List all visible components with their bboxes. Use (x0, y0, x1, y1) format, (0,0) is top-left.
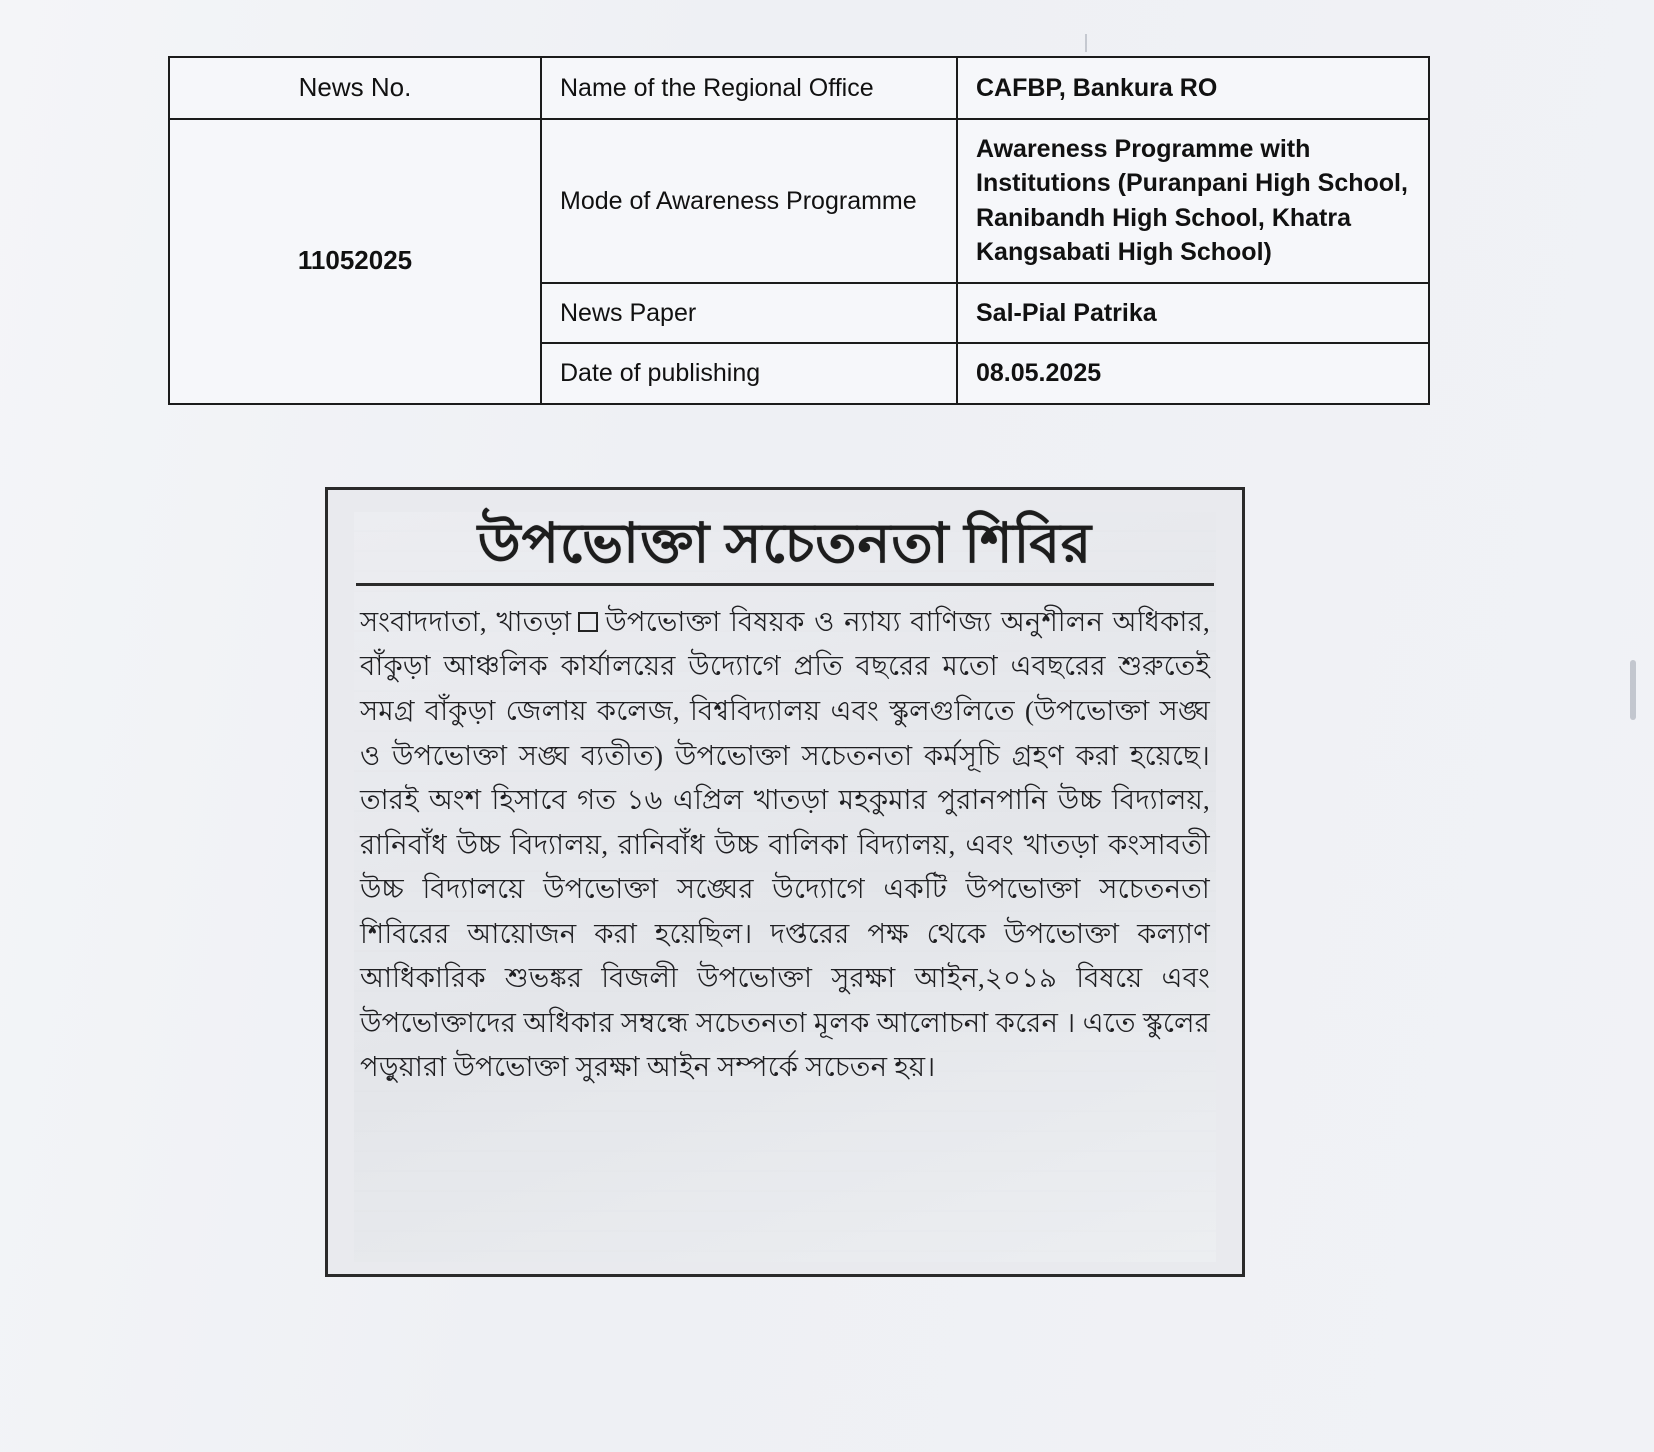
value-mode-of-awareness-programme: Awareness Programme with Institutions (Puranpani High School, Ranibandh High School, Khatra Kangsabati High School) (957, 119, 1429, 283)
label-regional-office: Name of the Regional Office (541, 57, 957, 119)
news-no-header-cell: News No. (169, 57, 541, 119)
label-news-paper: News Paper (541, 283, 957, 344)
value-news-paper: Sal-Pial Patrika (957, 283, 1429, 344)
clipping-byline: সংবাদদাতা, খাতড়া (360, 605, 572, 637)
clipping-body-text: উপভোক্তা বিষয়ক ও ন্যায্য বাণিজ্য অনুশীলন অধিকার, বাঁকুড়া আঞ্চলিক কার্যালয়ের উদ্যোগে প্রতি বছরের মতো এবছরের শুরুতেই সমগ্র বাঁকুড়া জেলায় কলেজ, বিশ্ববিদ্যালয় এবং স্কুলগুলিতে (উপভোক্তা সঙ্ঘ ও উপভোক্তা সঙ্ঘ ব্যতীত) উপভোক্তা সচেতনতা কর্মসূচি গ্রহণ করা হয়েছে। তারই অংশ হিসাবে গত ১৬ এপ্রিল খাতড়া মহকুমার পুরানপানি উচ্চ বিদ্যালয়, রানিবাঁধ উচ্চ বিদ্যালয়, রানিবাঁধ উচ্চ বালিকা বিদ্যালয়, এবং খাতড়া কংসাবতী উচ্চ বিদ্যালয়ে উপভোক্তা সঙ্ঘের উদ্যোগে একটি উপভোক্তা সচেতনতা শিবিরের আয়োজন করা হয়েছিল। দপ্তরের পক্ষ থেকে উপভোক্তা কল্যাণ আধিকারিক শুভঙ্কর বিজলী উপভোক্তা সুরক্ষা আইন,২০১৯ বিষয়ে এবং উপভোক্তাদের অধিকার সম্বন্ধে সচেতনতা মূলক আলোচনা করেন । এতে স্কুলের পড়ুয়ারা উপভোক্তা সুরক্ষা আইন সম্পর্কে সচেতন হয়। (360, 605, 1210, 1083)
value-regional-office: CAFBP, Bankura RO (957, 57, 1429, 119)
table-row (169, 57, 1429, 119)
square-bullet-icon (578, 612, 598, 632)
clipping-body (354, 600, 1216, 1090)
label-mode-of-awareness-programme: Mode of Awareness Programme (541, 119, 957, 283)
label-date-of-publishing: Date of publishing (541, 343, 957, 404)
news-no-value-cell: 11052025 (169, 119, 541, 404)
value-date-of-publishing: 08.05.2025 (957, 343, 1429, 404)
scan-artifact-top (1085, 34, 1087, 52)
clipping-divider (356, 583, 1214, 586)
clipping-headline: উপভোক্তা সচেতনতা শিবির (477, 513, 1093, 574)
clipping-content (354, 512, 1216, 1262)
scan-artifact-right (1630, 660, 1636, 720)
table-row (169, 119, 1429, 283)
news-info-table (168, 56, 1430, 405)
newspaper-clipping (325, 487, 1245, 1277)
